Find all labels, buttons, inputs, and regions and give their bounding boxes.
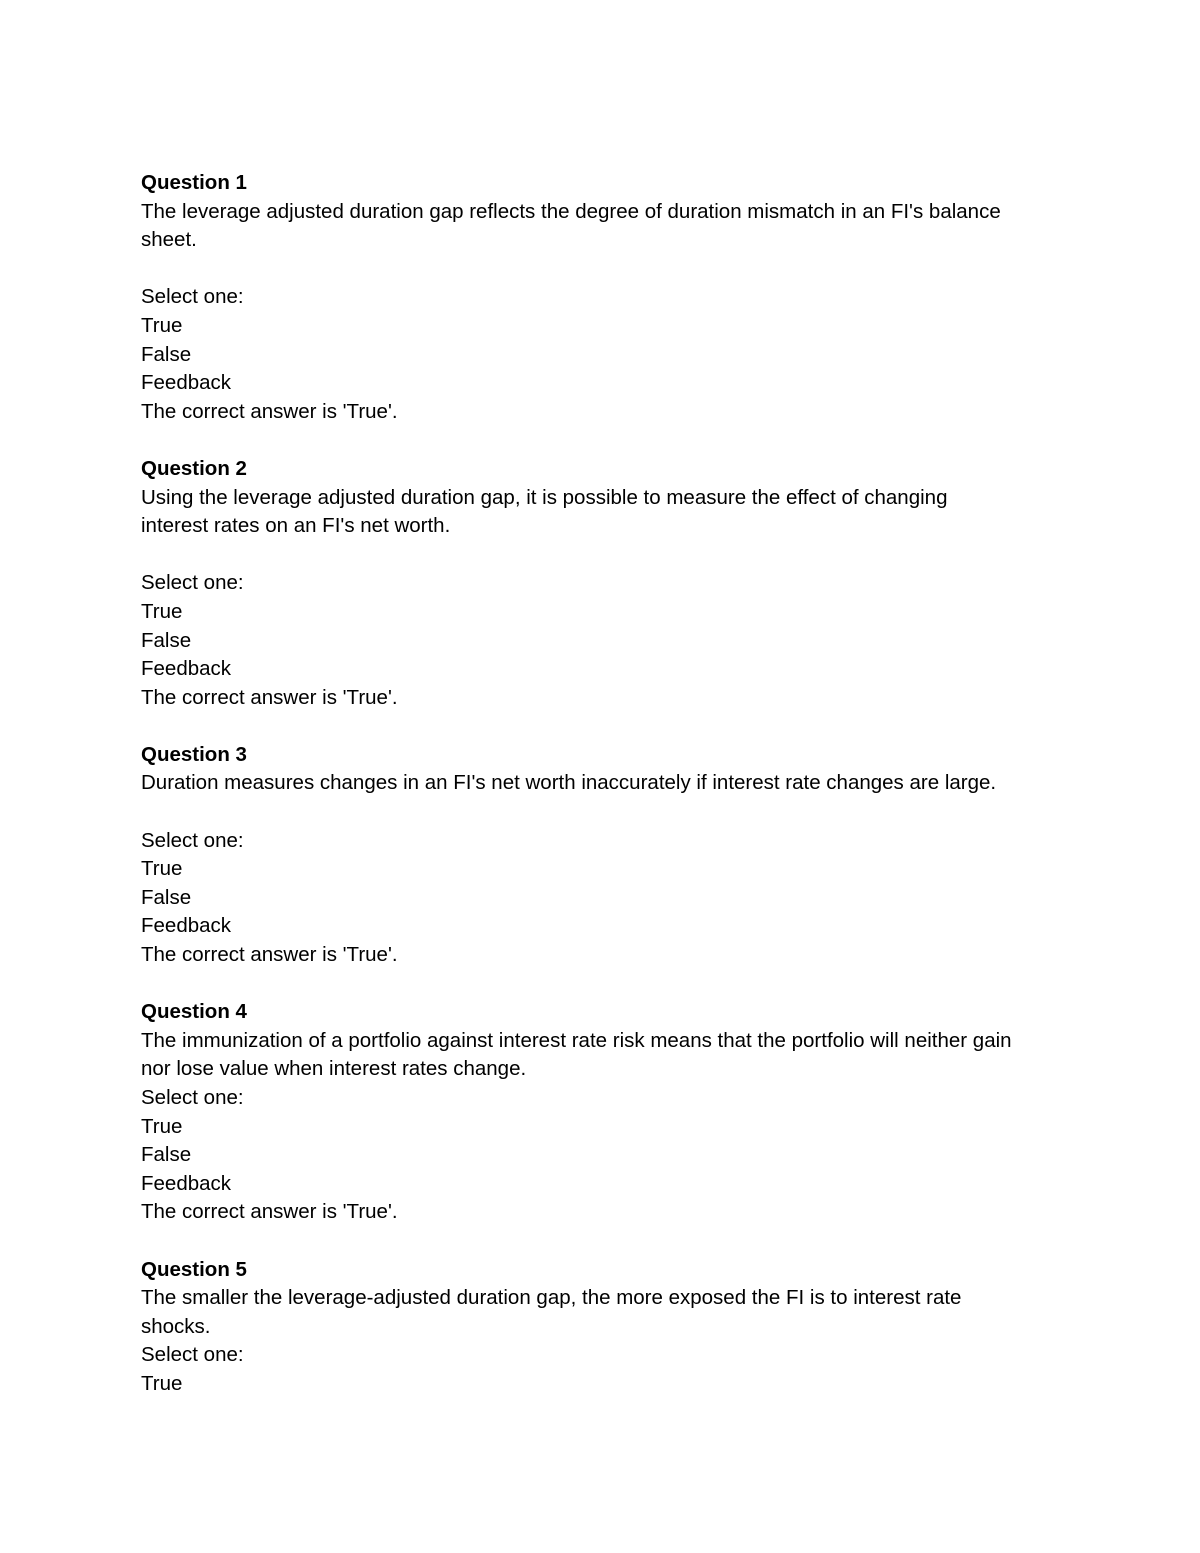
question-text-line: interest rates on an FI's net worth. <box>141 514 451 538</box>
answer-option[interactable]: True <box>141 857 183 881</box>
question-text-line: Using the leverage adjusted duration gap, it is possible to measure the effect of changing <box>141 485 948 509</box>
feedback-label: Feedback <box>141 914 232 938</box>
select-one-label: Select one: <box>141 1343 244 1367</box>
feedback-label: Feedback <box>141 657 232 681</box>
question-title: Question 2 <box>141 456 247 480</box>
question-text-line: nor lose value when interest rates change. <box>141 1057 527 1081</box>
answer-option[interactable]: True <box>141 1371 183 1395</box>
question-separator <box>141 1227 1101 1256</box>
question-text-line: The smaller the leverage-adjusted duration gap, the more exposed the FI is to interest rate <box>141 1286 962 1310</box>
correct-answer-text: The correct answer is 'True'. <box>141 1200 398 1224</box>
answer-option[interactable]: True <box>141 313 183 337</box>
correct-answer-text: The correct answer is 'True'. <box>141 685 398 709</box>
feedback-label: Feedback <box>141 1171 232 1195</box>
question-title: Question 5 <box>141 1257 247 1281</box>
answer-option[interactable]: False <box>141 628 192 652</box>
select-one-label: Select one: <box>141 571 244 595</box>
question-title: Question 1 <box>141 171 247 194</box>
answer-option[interactable]: False <box>141 885 192 909</box>
question-text-line: The leverage adjusted duration gap reflects the degree of duration mismatch in an FI's balance <box>141 199 1001 223</box>
question-title: Question 4 <box>141 1000 247 1024</box>
question-text-line: shocks. <box>141 1314 211 1338</box>
blank-line <box>141 255 1101 284</box>
answer-option[interactable]: False <box>141 1143 192 1167</box>
answer-option[interactable]: False <box>141 342 192 366</box>
document-body <box>141 169 1101 1399</box>
question-block <box>141 998 1101 1255</box>
blank-line <box>141 798 1101 827</box>
select-one-label: Select one: <box>141 828 244 852</box>
question-separator <box>141 712 1101 741</box>
question-title: Question 3 <box>141 742 247 766</box>
select-one-label: Select one: <box>141 285 244 309</box>
question-text-line: The immunization of a portfolio against interest rate risk means that the portfolio will neither gain <box>141 1028 1012 1052</box>
blank-line <box>141 541 1101 570</box>
question-block <box>141 741 1101 998</box>
answer-option[interactable]: True <box>141 1114 183 1138</box>
question-text-line: Duration measures changes in an FI's net worth inaccurately if interest rate changes are large. <box>141 771 997 795</box>
question-separator <box>141 426 1101 455</box>
correct-answer-text: The correct answer is 'True'. <box>141 943 398 967</box>
question-block <box>141 1256 1101 1399</box>
answer-option[interactable]: True <box>141 599 183 623</box>
question-block <box>141 169 1101 455</box>
feedback-label: Feedback <box>141 371 232 395</box>
correct-answer-text: The correct answer is 'True'. <box>141 399 398 423</box>
question-text-line: sheet. <box>141 228 197 252</box>
select-one-label: Select one: <box>141 1086 244 1109</box>
question-block <box>141 455 1101 741</box>
question-separator <box>141 970 1101 999</box>
